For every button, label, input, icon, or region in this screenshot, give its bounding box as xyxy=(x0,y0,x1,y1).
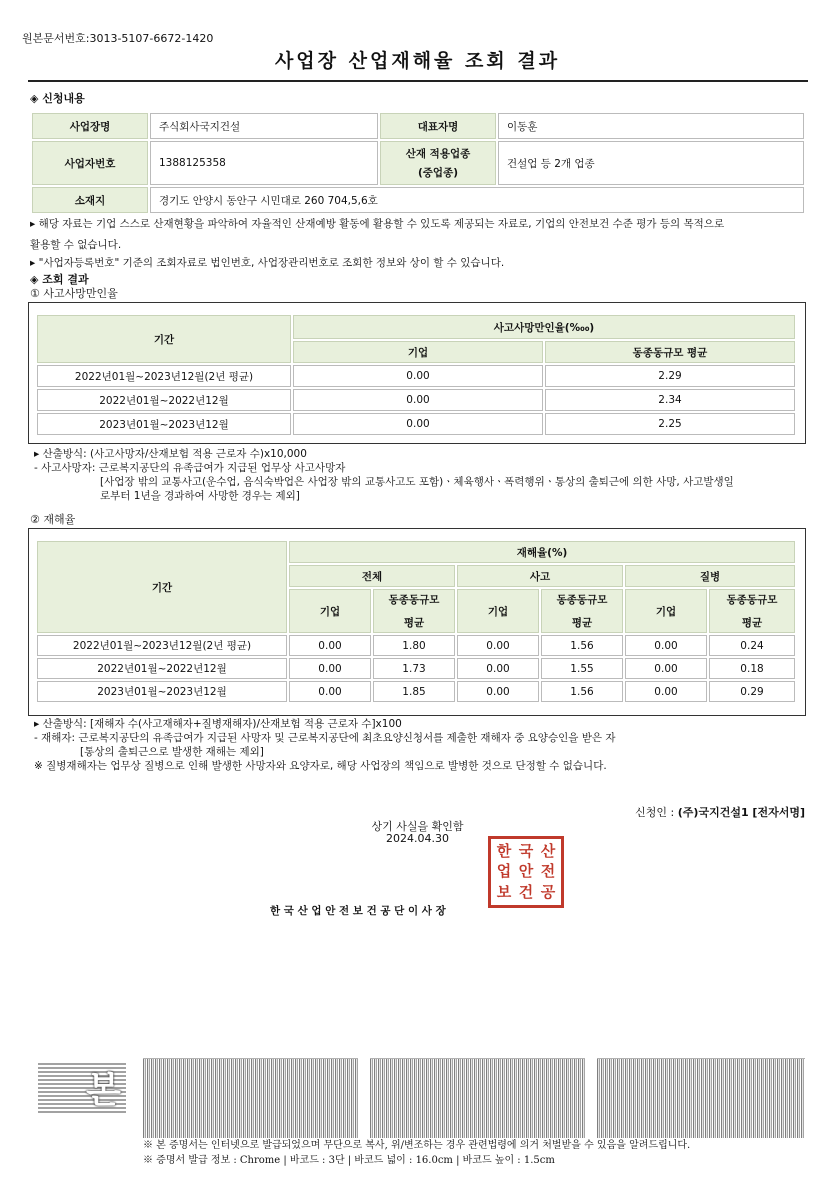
col-company: 기업 xyxy=(289,589,371,633)
label-biz-no: 사업자번호 xyxy=(32,141,148,185)
cell: 0.00 xyxy=(289,635,371,656)
cell: 0.00 xyxy=(457,635,539,656)
note-line: [사업장 밖의 교통사고(운수업, 음식숙박업은 사업장 밖의 교통사고도 포함)ㆍ체육행사ㆍ폭력행위ㆍ통상의 출퇴근에 의한 사망, 사고발생일 xyxy=(100,476,734,488)
note-line: ▸ "사업자등록번호" 기준의 조회자료로 법인번호, 사업장관리번호로 조회한 정보와 상이 할 수 있습니다. xyxy=(30,257,505,269)
note-line: [통상의 출퇴근으로 발생한 재해는 제외] xyxy=(80,746,264,758)
col-avg-line2: 평균 xyxy=(571,617,593,629)
injury-col-accident: 사고 xyxy=(457,565,623,587)
confirm-text: 상기 사실을 확인함 xyxy=(371,820,464,833)
avg-value: 2.34 xyxy=(545,389,795,411)
official-seal: 한 국 산 업 안 전 보 건 공 xyxy=(488,836,564,908)
table-row xyxy=(37,389,795,411)
period: 2023년01월~2023년12월 xyxy=(37,413,291,435)
injury-heading: ② 재해율 xyxy=(30,513,76,526)
footer-line: ※ 본 증명서는 인터넷으로 발급되었으며 무단으로 복사, 위/변조하는 경우 관련법령에 의거 처벌받을 수 있음을 알려드립니다. xyxy=(143,1140,691,1151)
value-rep: 이동훈 xyxy=(498,113,804,139)
col-avg-line1: 동종동규모 xyxy=(388,594,440,606)
barcode xyxy=(143,1058,358,1138)
applicant-value: (주)국지건설1 [전자서명] xyxy=(677,806,805,819)
col-avg-line1: 동종동규모 xyxy=(556,594,608,606)
injury-col-total: 전체 xyxy=(289,565,455,587)
value-biz-name: 주식회사국지건설 xyxy=(150,113,378,139)
barcode xyxy=(597,1058,805,1138)
injury-table xyxy=(35,539,797,704)
period: 2022년01월~2023년12월(2년 평균) xyxy=(37,365,291,387)
company-value: 0.00 xyxy=(293,413,543,435)
company-value: 0.00 xyxy=(293,389,543,411)
application-table xyxy=(30,111,806,215)
table-row xyxy=(37,365,795,387)
cell: 1.80 xyxy=(373,635,455,656)
note-line: ▸ 산출방식: (사고사망자/산재보험 적용 근로자 수)x10,000 xyxy=(34,448,307,460)
injury-box xyxy=(28,528,806,716)
col-avg xyxy=(541,589,623,633)
cell: 1.85 xyxy=(373,681,455,702)
applicant-label: 신청인 : xyxy=(635,806,675,819)
note-line: ▸ 해당 자료는 기업 스스로 산재현황을 파악하여 자율적인 산재예방 활동에 활용할 수 있도록 제공되는 자료로, 기업의 안전보건 수준 평가 등의 목적으로 xyxy=(30,218,725,230)
fatal-col-period: 기간 xyxy=(37,315,291,363)
barcode xyxy=(370,1058,585,1138)
period: 2022년01월~2022년12월 xyxy=(37,658,287,679)
value-industry: 건설업 등 2개 업종 xyxy=(498,141,804,185)
fatal-heading: ① 사고사망만인율 xyxy=(30,287,118,300)
cell: 1.56 xyxy=(541,681,623,702)
cell: 0.29 xyxy=(709,681,795,702)
col-company: 기업 xyxy=(457,589,539,633)
section-application: ◈ 신청내용 xyxy=(30,92,85,105)
industry-label-line1: 산재 적용업종 xyxy=(405,148,471,160)
injury-col-period: 기간 xyxy=(37,541,287,633)
col-avg-line1: 동종동규모 xyxy=(726,594,778,606)
cell: 0.00 xyxy=(625,658,707,679)
fatal-col-avg: 동종동규모 평균 xyxy=(545,341,795,363)
company-value: 0.00 xyxy=(293,365,543,387)
issuer-name: 한 국 산 업 안 전 보 건 공 단 이 사 장 xyxy=(270,905,446,917)
col-company: 기업 xyxy=(625,589,707,633)
label-industry xyxy=(380,141,496,185)
notes-top xyxy=(30,217,810,270)
fatal-box xyxy=(28,302,806,444)
table-row xyxy=(37,658,795,679)
fatal-col-group: 사고사망만인율(‱) xyxy=(293,315,795,339)
note-line: ▸ 산출방식: [재해자 수(사고재해자+질병재해자)/산재보험 적용 근로자 수]x100 xyxy=(34,718,402,730)
injury-col-disease: 질병 xyxy=(625,565,795,587)
col-avg xyxy=(709,589,795,633)
cell: 0.00 xyxy=(289,681,371,702)
fatal-notes xyxy=(34,447,806,503)
fatal-col-company: 기업 xyxy=(293,341,543,363)
period: 2023년01월~2023년12월 xyxy=(37,681,287,702)
page-title: 사업장 산업재해율 조회 결과 xyxy=(274,50,561,72)
section-result: ◈ 조회 결과 xyxy=(30,273,89,286)
cell: 1.56 xyxy=(541,635,623,656)
avg-value: 2.29 xyxy=(545,365,795,387)
cell: 0.00 xyxy=(457,681,539,702)
table-row xyxy=(37,635,795,656)
note-line: 로부터 1년을 경과하여 사망한 경우는 제외] xyxy=(100,490,300,502)
issue-date: 2024.04.30 xyxy=(386,832,449,845)
label-biz-name: 사업장명 xyxy=(32,113,148,139)
footer-line: ※ 증명서 발급 정보 : Chrome | 바코드 : 3단 | 바코드 넓이 : 16.0cm | 바코드 높이 : 1.5cm xyxy=(143,1155,555,1166)
cell: 0.00 xyxy=(625,635,707,656)
cell: 0.00 xyxy=(625,681,707,702)
value-biz-no: 1388125358 xyxy=(150,141,378,185)
table-row xyxy=(37,681,795,702)
col-avg-line2: 평균 xyxy=(741,617,763,629)
footer-notes xyxy=(143,1138,823,1168)
period: 2022년01월~2022년12월 xyxy=(37,389,291,411)
cell: 0.00 xyxy=(289,658,371,679)
value-address: 경기도 안양시 동안구 시민대로 260 704,5,6호 xyxy=(150,187,804,213)
table-row xyxy=(37,413,795,435)
cell: 1.73 xyxy=(373,658,455,679)
industry-label-line2: (중업종) xyxy=(417,167,459,179)
watermark-char: 본 xyxy=(86,1070,121,1111)
fatal-table xyxy=(35,313,797,437)
cell: 1.55 xyxy=(541,658,623,679)
cell: 0.18 xyxy=(709,658,795,679)
label-address: 소재지 xyxy=(32,187,148,213)
col-avg-line2: 평균 xyxy=(403,617,425,629)
note-line: 활용할 수 없습니다. xyxy=(30,239,122,251)
cell: 0.24 xyxy=(709,635,795,656)
period: 2022년01월~2023년12월(2년 평균) xyxy=(37,635,287,656)
avg-value: 2.25 xyxy=(545,413,795,435)
col-avg xyxy=(373,589,455,633)
label-rep: 대표자명 xyxy=(380,113,496,139)
note-line: - 사고사망자: 근로복지공단의 유족급여가 지급된 업무상 사고사망자 xyxy=(34,462,346,474)
title-divider xyxy=(28,80,808,82)
injury-col-group: 재해율(%) xyxy=(289,541,795,563)
doc-number: 원본문서번호:3013-5107-6672-1420 xyxy=(22,32,214,45)
cell: 0.00 xyxy=(457,658,539,679)
injury-notes xyxy=(34,717,806,773)
note-line: ※ 질병재해자는 업무상 질병으로 인해 발생한 사망자와 요양자로, 해당 사업장의 책임으로 발병한 것으로 단정할 수 없습니다. xyxy=(34,760,607,772)
note-line: - 재해자: 근로복지공단의 유족급여가 지급된 사망자 및 근로복지공단에 최초요양신청서를 제출한 재해자 중 요양승인을 받은 자 xyxy=(34,732,616,744)
